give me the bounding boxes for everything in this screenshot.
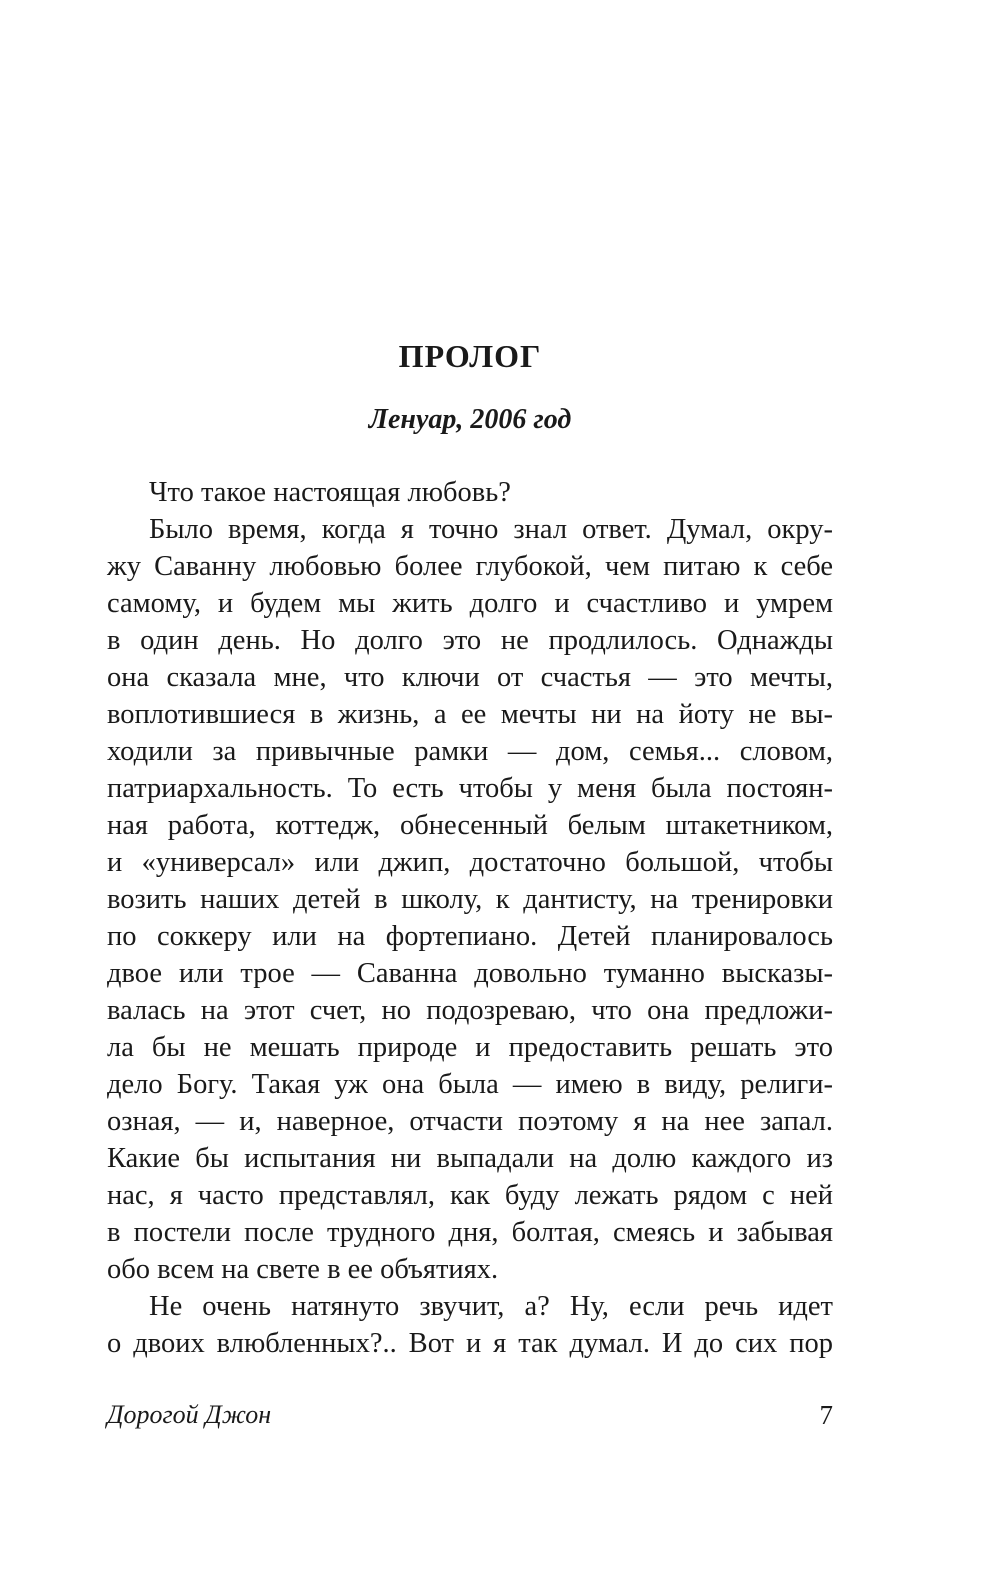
text-line: обо всем на свете в ее объятиях. [107, 1254, 499, 1285]
chapter-title: ПРОЛОГ [398, 338, 542, 374]
text-line: жу Саванну любовью более глубокой, чем питаю к себе [107, 551, 833, 582]
text-line: Что такое настоящая любовь? [149, 477, 511, 508]
body-text [107, 474, 833, 1362]
running-footer-book-title: Дорогой Джон [107, 1400, 272, 1429]
text-line: двое или трое — Саванна довольно туманно высказы- [107, 958, 833, 989]
text-line: Не очень натянуто звучит, а? Ну, если речь идет [149, 1291, 833, 1322]
text-line: и «универсал» или джип, достаточно большой, чтобы [107, 847, 833, 878]
text-line: дело Богу. Такая уж она была — имею в виду, религи- [107, 1069, 833, 1100]
text-line: о двоих влюбленных?.. Вот и я так думал. И до сих пор [107, 1328, 833, 1359]
chapter-subtitle: Ленуар, 2006 год [368, 404, 572, 435]
text-line: ная работа, коттедж, обнесенный белым штакетником, [107, 810, 833, 841]
text-line: Было время, когда я точно знал ответ. Думал, окру- [149, 514, 833, 545]
text-line: самому, и будем мы жить долго и счастливо и умрем [107, 588, 833, 619]
text-line: ходили за привычные рамки — дом, семья... словом, [107, 736, 833, 767]
text-line: валась на этот счет, но подозреваю, что она предложи- [107, 995, 833, 1026]
text-line: по соккеру или на фортепиано. Детей планировалось [107, 921, 833, 952]
text-line: возить наших детей в школу, к дантисту, на тренировки [107, 884, 833, 915]
text-line: патриархальность. То есть чтобы у меня была постоян- [107, 773, 833, 804]
text-line: воплотившиеся в жизнь, а ее мечты ни на йоту не вы- [107, 699, 833, 730]
text-line: озная, — и, наверное, отчасти поэтому я на нее запал. [107, 1106, 833, 1137]
text-line: Какие бы испытания ни выпадали на долю каждого из [107, 1143, 833, 1174]
text-line: она сказала мне, что ключи от счастья — это мечты, [107, 662, 833, 693]
text-line: в один день. Но долго это не продлилось. Однажды [107, 625, 833, 656]
text-line: нас, я часто представлял, как буду лежать рядом с ней [107, 1180, 833, 1211]
text-line: в постели после трудного дня, болтая, смеясь и забывая [107, 1217, 833, 1248]
page-number: 7 [819, 1400, 833, 1430]
text-line: ла бы не мешать природе и предоставить решать это [107, 1032, 833, 1063]
